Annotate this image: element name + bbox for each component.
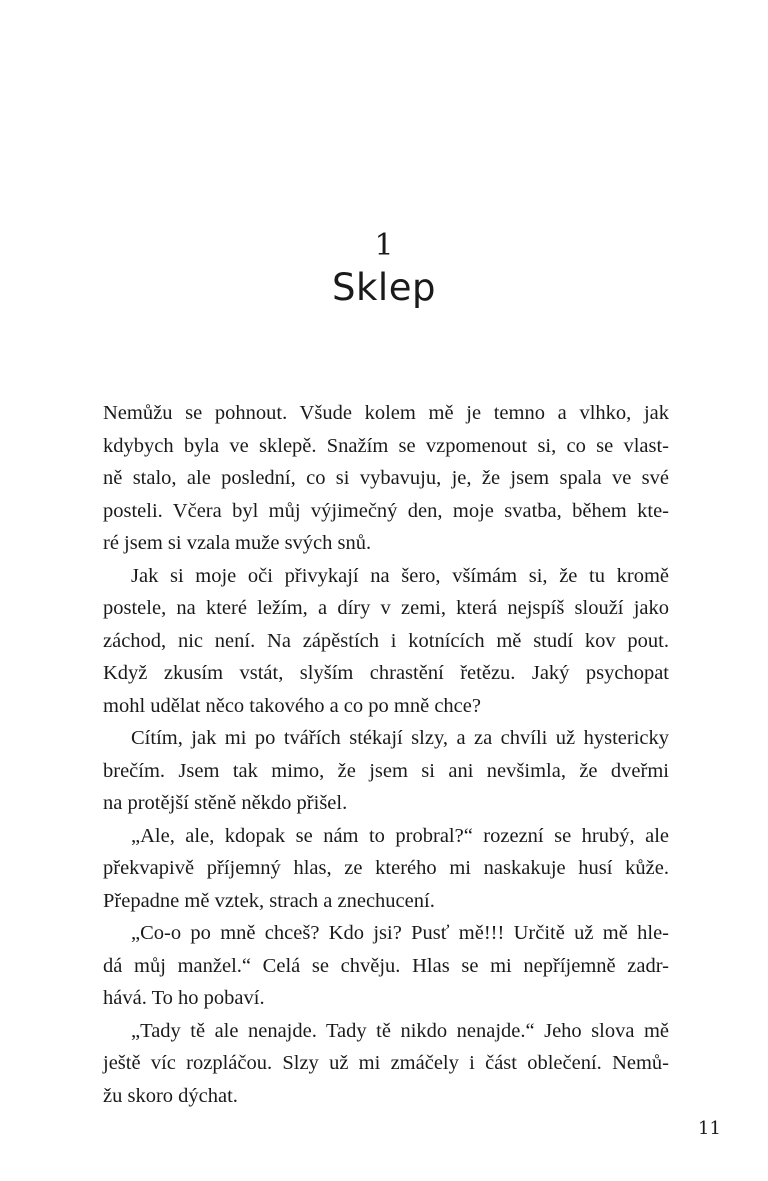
text-line: překvapivě příjemný hlas, ze kterého mi naskakuje husí kůže.	[103, 857, 669, 879]
text-line: Když zkusím vstát, slyším chrastění řetězu. Jaký psychopat	[103, 662, 669, 684]
chapter-title: Sklep	[332, 266, 436, 309]
text-line: ně stalo, ale poslední, co si vybavuju, je, že jsem spala ve své	[103, 467, 669, 489]
text-line: Jak si moje oči přivykají na šero, všímám si, že tu kromě	[131, 564, 669, 587]
text-line: na protější stěně někdo přišel.	[103, 792, 348, 814]
text-line: kdybych byla ve sklepě. Snažím se vzpomenout si, co se vlast-	[103, 434, 669, 457]
chapter-body-text	[103, 397, 669, 1112]
text-line: ré jsem si vzala muže svých snů.	[103, 532, 372, 554]
text-line: „Tady tě ale nenajde. Tady tě nikdo nenajde.“ Jeho slova mě	[131, 1019, 669, 1042]
text-line: Cítím, jak mi po tvářích stékají slzy, a za chvíli už hystericky	[131, 727, 669, 749]
text-line: žu skoro dýchat.	[103, 1084, 238, 1107]
text-line: dá můj manžel.“ Celá se chvěju. Hlas se mi nepříjemně zadr-	[103, 954, 669, 977]
text-line: „Co-o po mně chceš? Kdo jsi? Pusť mě!!! Určitě už mě hle-	[131, 922, 669, 944]
text-line: brečím. Jsem tak mimo, že jsem si ani nevšimla, že dveřmi	[103, 759, 669, 782]
text-line: mohl udělat něco takového a co po mně chce?	[103, 694, 481, 717]
text-line: Přepadne mě vztek, strach a znechucení.	[103, 889, 435, 912]
text-line: Nemůžu se pohnout. Všude kolem mě je temno a vlhko, jak	[103, 402, 669, 424]
text-line: hává. To ho pobaví.	[103, 987, 265, 1009]
text-line: ještě víc rozpláčou. Slzy už mi zmáčely i část oblečení. Nemů-	[103, 1052, 669, 1074]
text-line: posteli. Včera byl můj výjimečný den, moje svatba, během kte-	[103, 499, 669, 522]
text-line: záchod, nic není. Na zápěstích i kotnících mě studí kov pout.	[103, 629, 669, 652]
page-number: 11	[698, 1118, 721, 1139]
text-line: postele, na které ležím, a díry v zemi, která nejspíš slouží jako	[103, 597, 669, 619]
chapter-number: 1	[374, 228, 394, 263]
text-line: „Ale, ale, kdopak se nám to probral?“ rozezní se hrubý, ale	[131, 824, 669, 847]
